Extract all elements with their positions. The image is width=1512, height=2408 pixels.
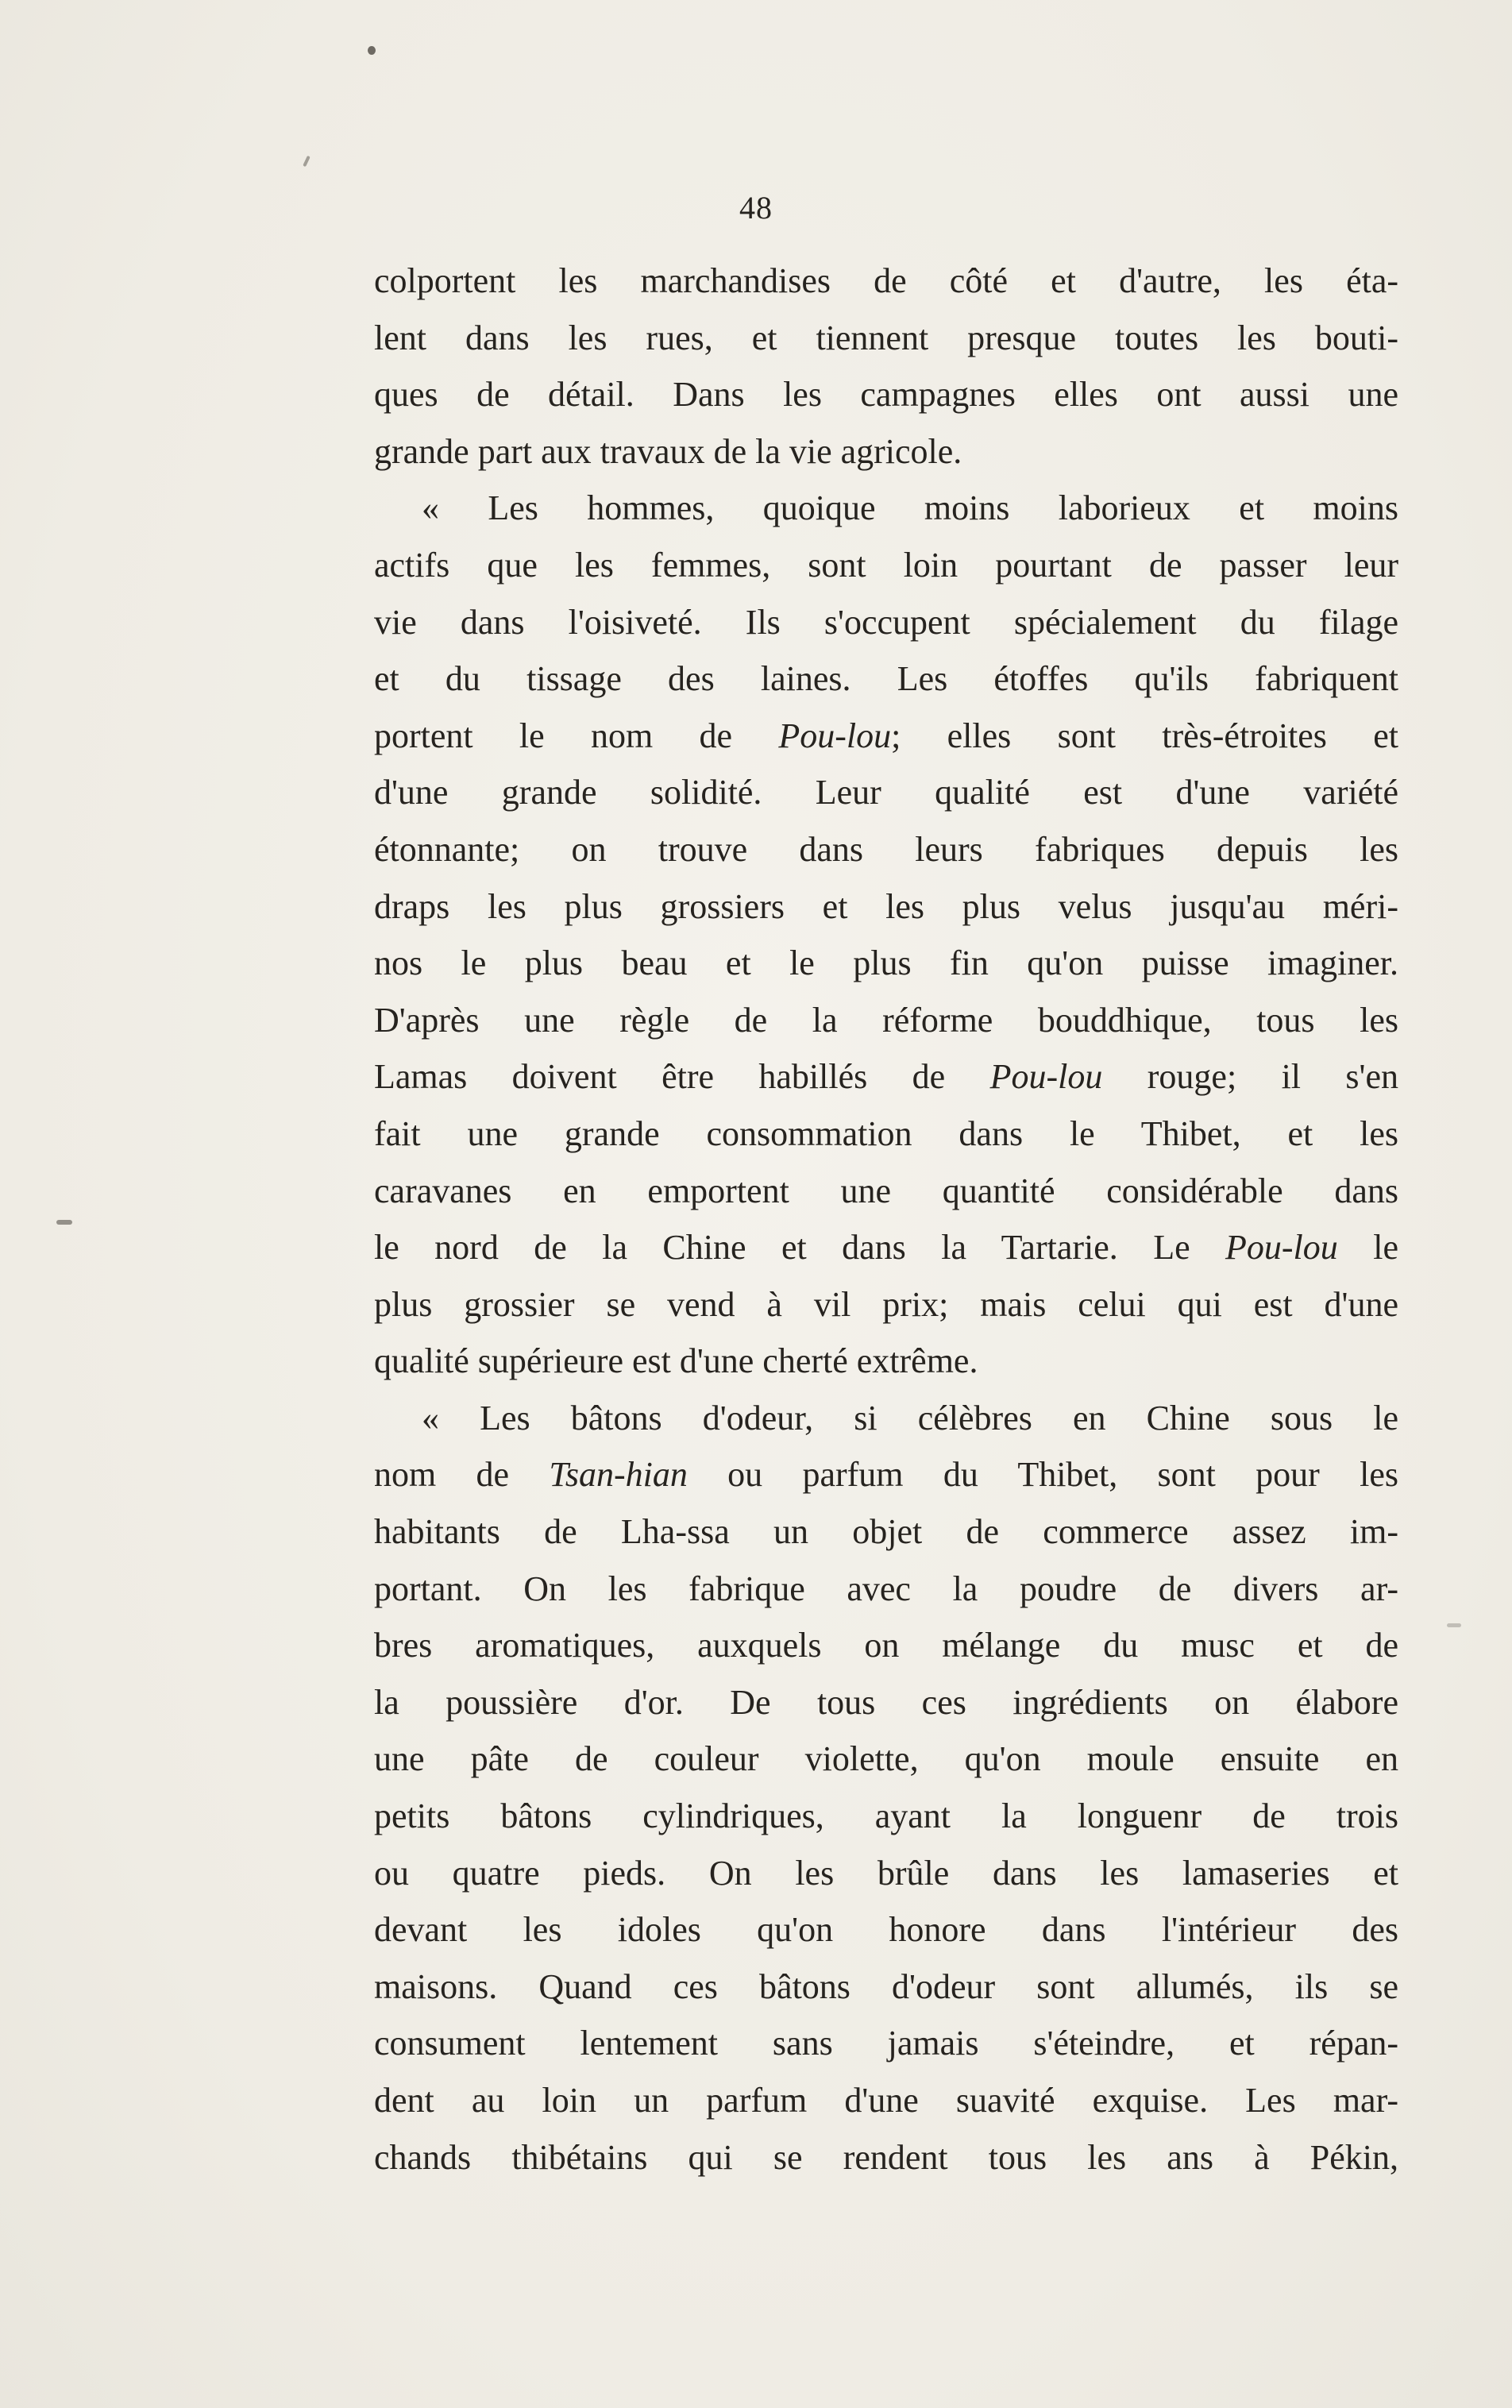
text-line [374, 821, 1398, 878]
italic-term: Pou-lou [1225, 1228, 1338, 1268]
text-line [374, 1901, 1398, 1958]
text-line [374, 1788, 1398, 1845]
text-run: habitants de Lha-ssa un objet de commerce assez im- [374, 1512, 1398, 1552]
text-run: d'une grande solidité. Leur qualité est d'une variété [374, 773, 1398, 812]
italic-term: Tsan-hian [549, 1455, 688, 1495]
text-line [374, 1503, 1398, 1561]
text-line [374, 1731, 1398, 1788]
text-run: et du tissage des laines. Les étoffes qu'ils fabriquent [374, 659, 1398, 699]
text-run: consument lentement sans jamais s'éteindre, et répan- [374, 2024, 1398, 2063]
text-line [374, 1163, 1398, 1220]
text-line [374, 992, 1398, 1049]
text-run: portant. On les fabrique avec la poudre de divers ar- [374, 1569, 1398, 1608]
text-line [374, 2072, 1398, 2129]
text-run: qualité supérieure est d'une cherté extrême. [374, 1341, 978, 1381]
text-run: la poussière d'or. De tous ces ingrédients on élabore [374, 1682, 1398, 1722]
ink-speck [56, 1220, 72, 1225]
text-run: étonnante; on trouve dans leurs fabriques depuis les [374, 829, 1398, 869]
text-run: une pâte de couleur violette, qu'on moule ensuite en [374, 1739, 1398, 1779]
body-text [374, 253, 1398, 2186]
text-line [374, 1617, 1398, 1674]
text-run: ou parfum du Thibet, sont pour les [687, 1455, 1398, 1495]
text-line [374, 423, 1398, 480]
text-run: dent au loin un parfum d'une suavité exquise. Les mar- [374, 2081, 1398, 2120]
ink-speck [368, 46, 376, 55]
text-run: D'après une règle de la réforme bouddhique, tous les [374, 1000, 1398, 1040]
text-line [374, 1048, 1398, 1106]
text-run: draps les plus grossiers et les plus velus jusqu'au méri- [374, 886, 1398, 926]
text-line [374, 594, 1398, 651]
text-run: chands thibétains qui se rendent tous les ans à Pékin, [374, 2137, 1398, 2177]
text-run: actifs que les femmes, sont loin pourtant de passer leur [374, 545, 1398, 585]
paragraph [374, 480, 1398, 1390]
italic-term: Pou-lou [778, 716, 892, 755]
text-line [374, 1674, 1398, 1731]
text-line [374, 253, 1398, 310]
text-run: devant les idoles qu'on honore dans l'intérieur des [374, 1910, 1398, 1950]
text-line [374, 1561, 1398, 1618]
ink-speck [303, 156, 310, 167]
text-line [374, 1276, 1398, 1333]
text-run: petits bâtons cylindriques, ayant la longuenr de trois [374, 1796, 1398, 1836]
text-run: colportent les marchandises de côté et d'autre, les éta- [374, 261, 1398, 300]
text-line [374, 1446, 1398, 1503]
text-line [374, 1333, 1398, 1390]
text-run: lent dans les rues, et tiennent presque toutes les bouti- [374, 318, 1398, 357]
text-run: vie dans l'oisiveté. Ils s'occupent spécialement du filage [374, 602, 1398, 642]
text-line [374, 310, 1398, 367]
text-run: rouge; il s'en [1102, 1057, 1398, 1097]
text-run: nom de [374, 1455, 550, 1495]
text-run: « Les hommes, quoique moins laborieux et moins [422, 488, 1398, 528]
text-line [374, 366, 1398, 423]
text-run: ou quatre pieds. On les brûle dans les lamaseries et [374, 1853, 1398, 1893]
text-run: « Les bâtons d'odeur, si célèbres en Chine sous le [422, 1398, 1398, 1437]
text-run: ; elles sont très-étroites et [891, 716, 1398, 755]
text-line [374, 1390, 1398, 1447]
text-run: le nord de la Chine et dans la Tartarie. Le [374, 1228, 1226, 1268]
text-run: nos le plus beau et le plus fin qu'on puisse imaginer. [374, 944, 1398, 983]
text-run: Lamas doivent être habillés de [374, 1057, 990, 1097]
text-line [374, 2015, 1398, 2072]
italic-term: Pou-lou [989, 1057, 1103, 1097]
page-number: 48 [739, 190, 773, 226]
paragraph [374, 253, 1398, 480]
text-run: grande part aux travaux de la vie agricole. [374, 431, 962, 471]
text-run: maisons. Quand ces bâtons d'odeur sont allumés, ils se [374, 1966, 1398, 2006]
text-line [374, 537, 1398, 594]
text-run: ques de détail. Dans les campagnes elles ont aussi une [374, 375, 1398, 415]
text-run: bres aromatiques, auxquels on mélange du musc et de [374, 1626, 1398, 1665]
paragraph [374, 1390, 1398, 2186]
text-line [374, 935, 1398, 992]
text-line [374, 1106, 1398, 1163]
text-line [374, 1219, 1398, 1276]
text-run: plus grossier se vend à vil prix; mais celui qui est d'une [374, 1284, 1398, 1324]
text-line [374, 708, 1398, 765]
text-line [374, 650, 1398, 708]
ink-speck [1447, 1623, 1461, 1627]
text-run: portent le nom de [374, 716, 779, 755]
text-line [374, 1958, 1398, 2016]
text-line [374, 764, 1398, 821]
text-line [374, 1845, 1398, 1902]
text-run: fait une grande consommation dans le Thibet, et les [374, 1113, 1398, 1153]
text-line [374, 2129, 1398, 2186]
text-run: le [1337, 1228, 1398, 1268]
text-line [374, 480, 1398, 537]
text-run: caravanes en emportent une quantité considérable dans [374, 1171, 1398, 1210]
text-line [374, 878, 1398, 936]
